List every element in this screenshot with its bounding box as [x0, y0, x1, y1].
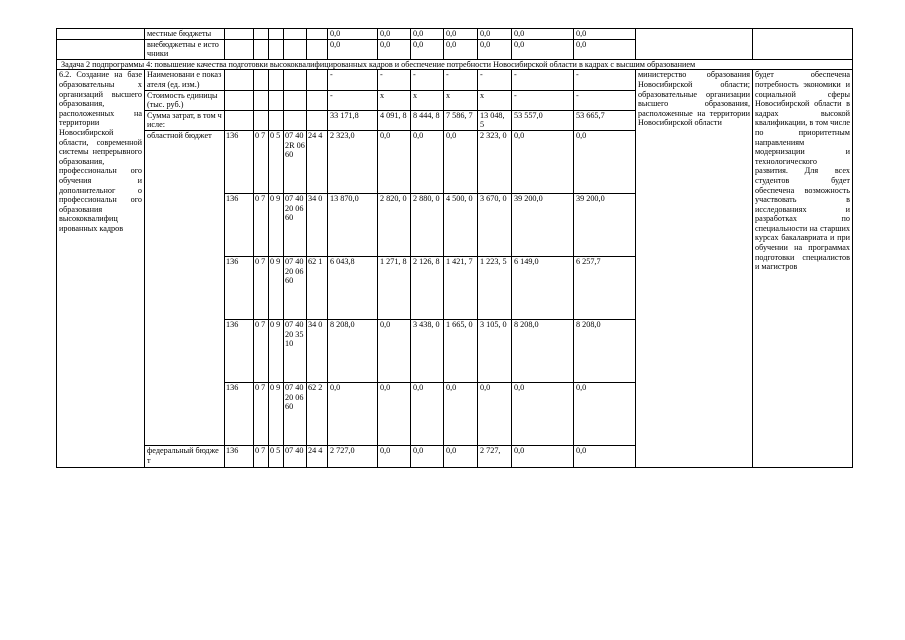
code-cell: 07 40 20 06 60 [284, 193, 307, 256]
code-cell: 62 1 [307, 256, 328, 319]
code-cell: 0 7 [254, 193, 269, 256]
regional-budget-label: областной бюджет [145, 130, 225, 445]
code-cell: 136 [225, 382, 254, 445]
value-cell: 6 257,7 [574, 256, 636, 319]
code-cell: 07 40 2R 06 60 [284, 130, 307, 193]
value-cell: х [378, 90, 411, 110]
indicator-label: Сумма затрат, в том числе: [145, 110, 225, 130]
code-cell: 34 0 [307, 319, 328, 382]
value-cell: 1 665, 0 [444, 319, 478, 382]
empty-cell [636, 29, 753, 60]
value-cell: 0,0 [378, 319, 411, 382]
code-cell [269, 70, 284, 90]
value-cell: 0,0 [411, 382, 444, 445]
value-cell: 2 126, 8 [411, 256, 444, 319]
code-cell [284, 29, 307, 40]
measure-name: 6.2. Создание на базе образовательны х организаций высшего образования, расположенных на территории Новосибирской области, современной системы непрерывного образования, профессиональн ого обучения и дополнительног о профессиональн ого образования высококвалифиц ированных кадров [57, 70, 145, 468]
value-cell: 2 323, 0 [478, 130, 512, 193]
value-cell: - [574, 90, 636, 110]
code-cell [254, 29, 269, 40]
source-cell: местные бюджеты [145, 29, 225, 40]
value-cell: 13 048, 5 [478, 110, 512, 130]
value-cell: 2 323,0 [328, 130, 378, 193]
code-cell [284, 110, 307, 130]
value-cell: 53 557,0 [512, 110, 574, 130]
executor-cell: министерство образования Новосибирской области; образовательные организации высшего образования, расположенные на территории Новосибирской области [636, 70, 753, 468]
code-cell [254, 70, 269, 90]
code-cell: 136 [225, 256, 254, 319]
code-cell: 0 7 [254, 256, 269, 319]
code-cell: 07 40 20 06 60 [284, 256, 307, 319]
code-cell: 0 7 [254, 130, 269, 193]
value-cell: 2 727, [478, 445, 512, 467]
value-cell: - [512, 70, 574, 90]
code-cell [269, 39, 284, 59]
result-cell: будет обеспечена потребность экономики и социальной сферы Новосибирской области в кадрах высокой квалификации, в том числе по приоритетным направлениям модернизации и технологического развития. Для всех студентов будет обеспечена возможность участвовать в исследованиях и разработках по специальности на старших курсах бакалавриата и при обучении на программах подготовки специалистов и магистров [753, 70, 853, 468]
code-cell: 136 [225, 319, 254, 382]
code-cell [307, 70, 328, 90]
value-cell: 0,0 [512, 130, 574, 193]
code-cell [254, 90, 269, 110]
indicator-label: Стоимость единицы (тыс. руб.) [145, 90, 225, 110]
code-cell [225, 39, 254, 59]
value-cell: 3 438, 0 [411, 319, 444, 382]
value-cell: - [378, 70, 411, 90]
value-cell: 0,0 [444, 130, 478, 193]
value-cell: 8 208,0 [512, 319, 574, 382]
code-cell [225, 29, 254, 40]
code-cell: 136 [225, 193, 254, 256]
code-cell: 0 5 [269, 445, 284, 467]
value-cell: - [574, 70, 636, 90]
value-cell: 3 670, 0 [478, 193, 512, 256]
task-header: Задача 2 подпрограммы 4: повышение качества подготовки высококвалифицированных кадров и обеспечение потребности Новосибирской области в кадрах с высшим образованием [57, 59, 853, 70]
value-cell: - [411, 70, 444, 90]
value-cell: - [328, 70, 378, 90]
code-cell: 0 7 [254, 382, 269, 445]
value-cell: 53 665,7 [574, 110, 636, 130]
value-cell: 0,0 [378, 29, 411, 40]
value-cell: 0,0 [478, 39, 512, 59]
value-cell: 0,0 [444, 445, 478, 467]
value-cell: х [444, 90, 478, 110]
indicator-label: Наименовани е показателя (ед. изм.) [145, 70, 225, 90]
document-page [56, 28, 852, 468]
value-cell: 0,0 [378, 39, 411, 59]
value-cell: 39 200,0 [512, 193, 574, 256]
code-cell: 07 40 20 35 10 [284, 319, 307, 382]
code-cell [269, 29, 284, 40]
empty-cell [753, 29, 853, 60]
code-cell [254, 39, 269, 59]
value-cell: х [478, 90, 512, 110]
value-cell: 0,0 [444, 39, 478, 59]
code-cell [225, 90, 254, 110]
value-cell: 0,0 [444, 29, 478, 40]
value-cell: 2 727,0 [328, 445, 378, 467]
value-cell: 0,0 [378, 130, 411, 193]
federal-budget-label: федеральный бюджет [145, 445, 225, 467]
value-cell: 6 043,8 [328, 256, 378, 319]
code-cell: 136 [225, 445, 254, 467]
value-cell: 0,0 [411, 130, 444, 193]
value-cell: - [512, 90, 574, 110]
value-cell: 0,0 [478, 29, 512, 40]
value-cell: - [478, 70, 512, 90]
value-cell: 0,0 [378, 382, 411, 445]
code-cell [225, 110, 254, 130]
code-cell [254, 110, 269, 130]
code-cell: 62 2 [307, 382, 328, 445]
value-cell: - [444, 70, 478, 90]
value-cell: 4 091, 8 [378, 110, 411, 130]
empty-cell [57, 39, 145, 59]
value-cell: 1 271, 8 [378, 256, 411, 319]
value-cell: 3 105, 0 [478, 319, 512, 382]
code-cell [307, 29, 328, 40]
code-cell [284, 70, 307, 90]
code-cell [284, 39, 307, 59]
code-cell: 0 9 [269, 193, 284, 256]
task-row [57, 59, 853, 70]
budget-table [56, 28, 853, 468]
value-cell: 0,0 [512, 382, 574, 445]
table-row [57, 29, 853, 40]
value-cell: 0,0 [328, 382, 378, 445]
table-row [57, 70, 853, 90]
value-cell: 7 586, 7 [444, 110, 478, 130]
source-cell: внебюджетны е источники [145, 39, 225, 59]
code-cell [307, 110, 328, 130]
code-cell: 24 4 [307, 445, 328, 467]
code-cell [284, 90, 307, 110]
value-cell: 0,0 [411, 29, 444, 40]
value-cell: 0,0 [411, 445, 444, 467]
code-cell: 07 40 20 06 60 [284, 382, 307, 445]
code-cell: 0 9 [269, 319, 284, 382]
value-cell: 8 208,0 [328, 319, 378, 382]
code-cell: 07 40 [284, 445, 307, 467]
value-cell: 0,0 [574, 130, 636, 193]
value-cell: 2 880, 0 [411, 193, 444, 256]
empty-cell [57, 29, 145, 40]
value-cell: 2 820, 0 [378, 193, 411, 256]
value-cell: 0,0 [512, 445, 574, 467]
value-cell: 33 171,8 [328, 110, 378, 130]
value-cell: 0,0 [444, 382, 478, 445]
value-cell: 0,0 [478, 382, 512, 445]
value-cell: 0,0 [512, 39, 574, 59]
value-cell: 0,0 [574, 39, 636, 59]
value-cell: 0,0 [512, 29, 574, 40]
code-cell: 136 [225, 130, 254, 193]
code-cell: 0 9 [269, 382, 284, 445]
value-cell: 1 421, 7 [444, 256, 478, 319]
value-cell: 0,0 [411, 39, 444, 59]
value-cell: 1 223, 5 [478, 256, 512, 319]
value-cell: 0,0 [574, 382, 636, 445]
value-cell: 4 500, 0 [444, 193, 478, 256]
code-cell: 0 5 [269, 130, 284, 193]
value-cell: 0,0 [328, 29, 378, 40]
value-cell: - [328, 90, 378, 110]
value-cell: 8 208,0 [574, 319, 636, 382]
code-cell: 0 7 [254, 445, 269, 467]
value-cell: 0,0 [574, 445, 636, 467]
code-cell: 0 9 [269, 256, 284, 319]
value-cell: х [411, 90, 444, 110]
value-cell: 0,0 [574, 29, 636, 40]
value-cell: 8 444, 8 [411, 110, 444, 130]
code-cell [307, 39, 328, 59]
value-cell: 39 200,0 [574, 193, 636, 256]
code-cell [225, 70, 254, 90]
code-cell [269, 90, 284, 110]
code-cell [269, 110, 284, 130]
value-cell: 13 870,0 [328, 193, 378, 256]
code-cell: 0 7 [254, 319, 269, 382]
code-cell: 24 4 [307, 130, 328, 193]
value-cell: 6 149,0 [512, 256, 574, 319]
value-cell: 0,0 [378, 445, 411, 467]
value-cell: 0,0 [328, 39, 378, 59]
code-cell: 34 0 [307, 193, 328, 256]
code-cell [307, 90, 328, 110]
